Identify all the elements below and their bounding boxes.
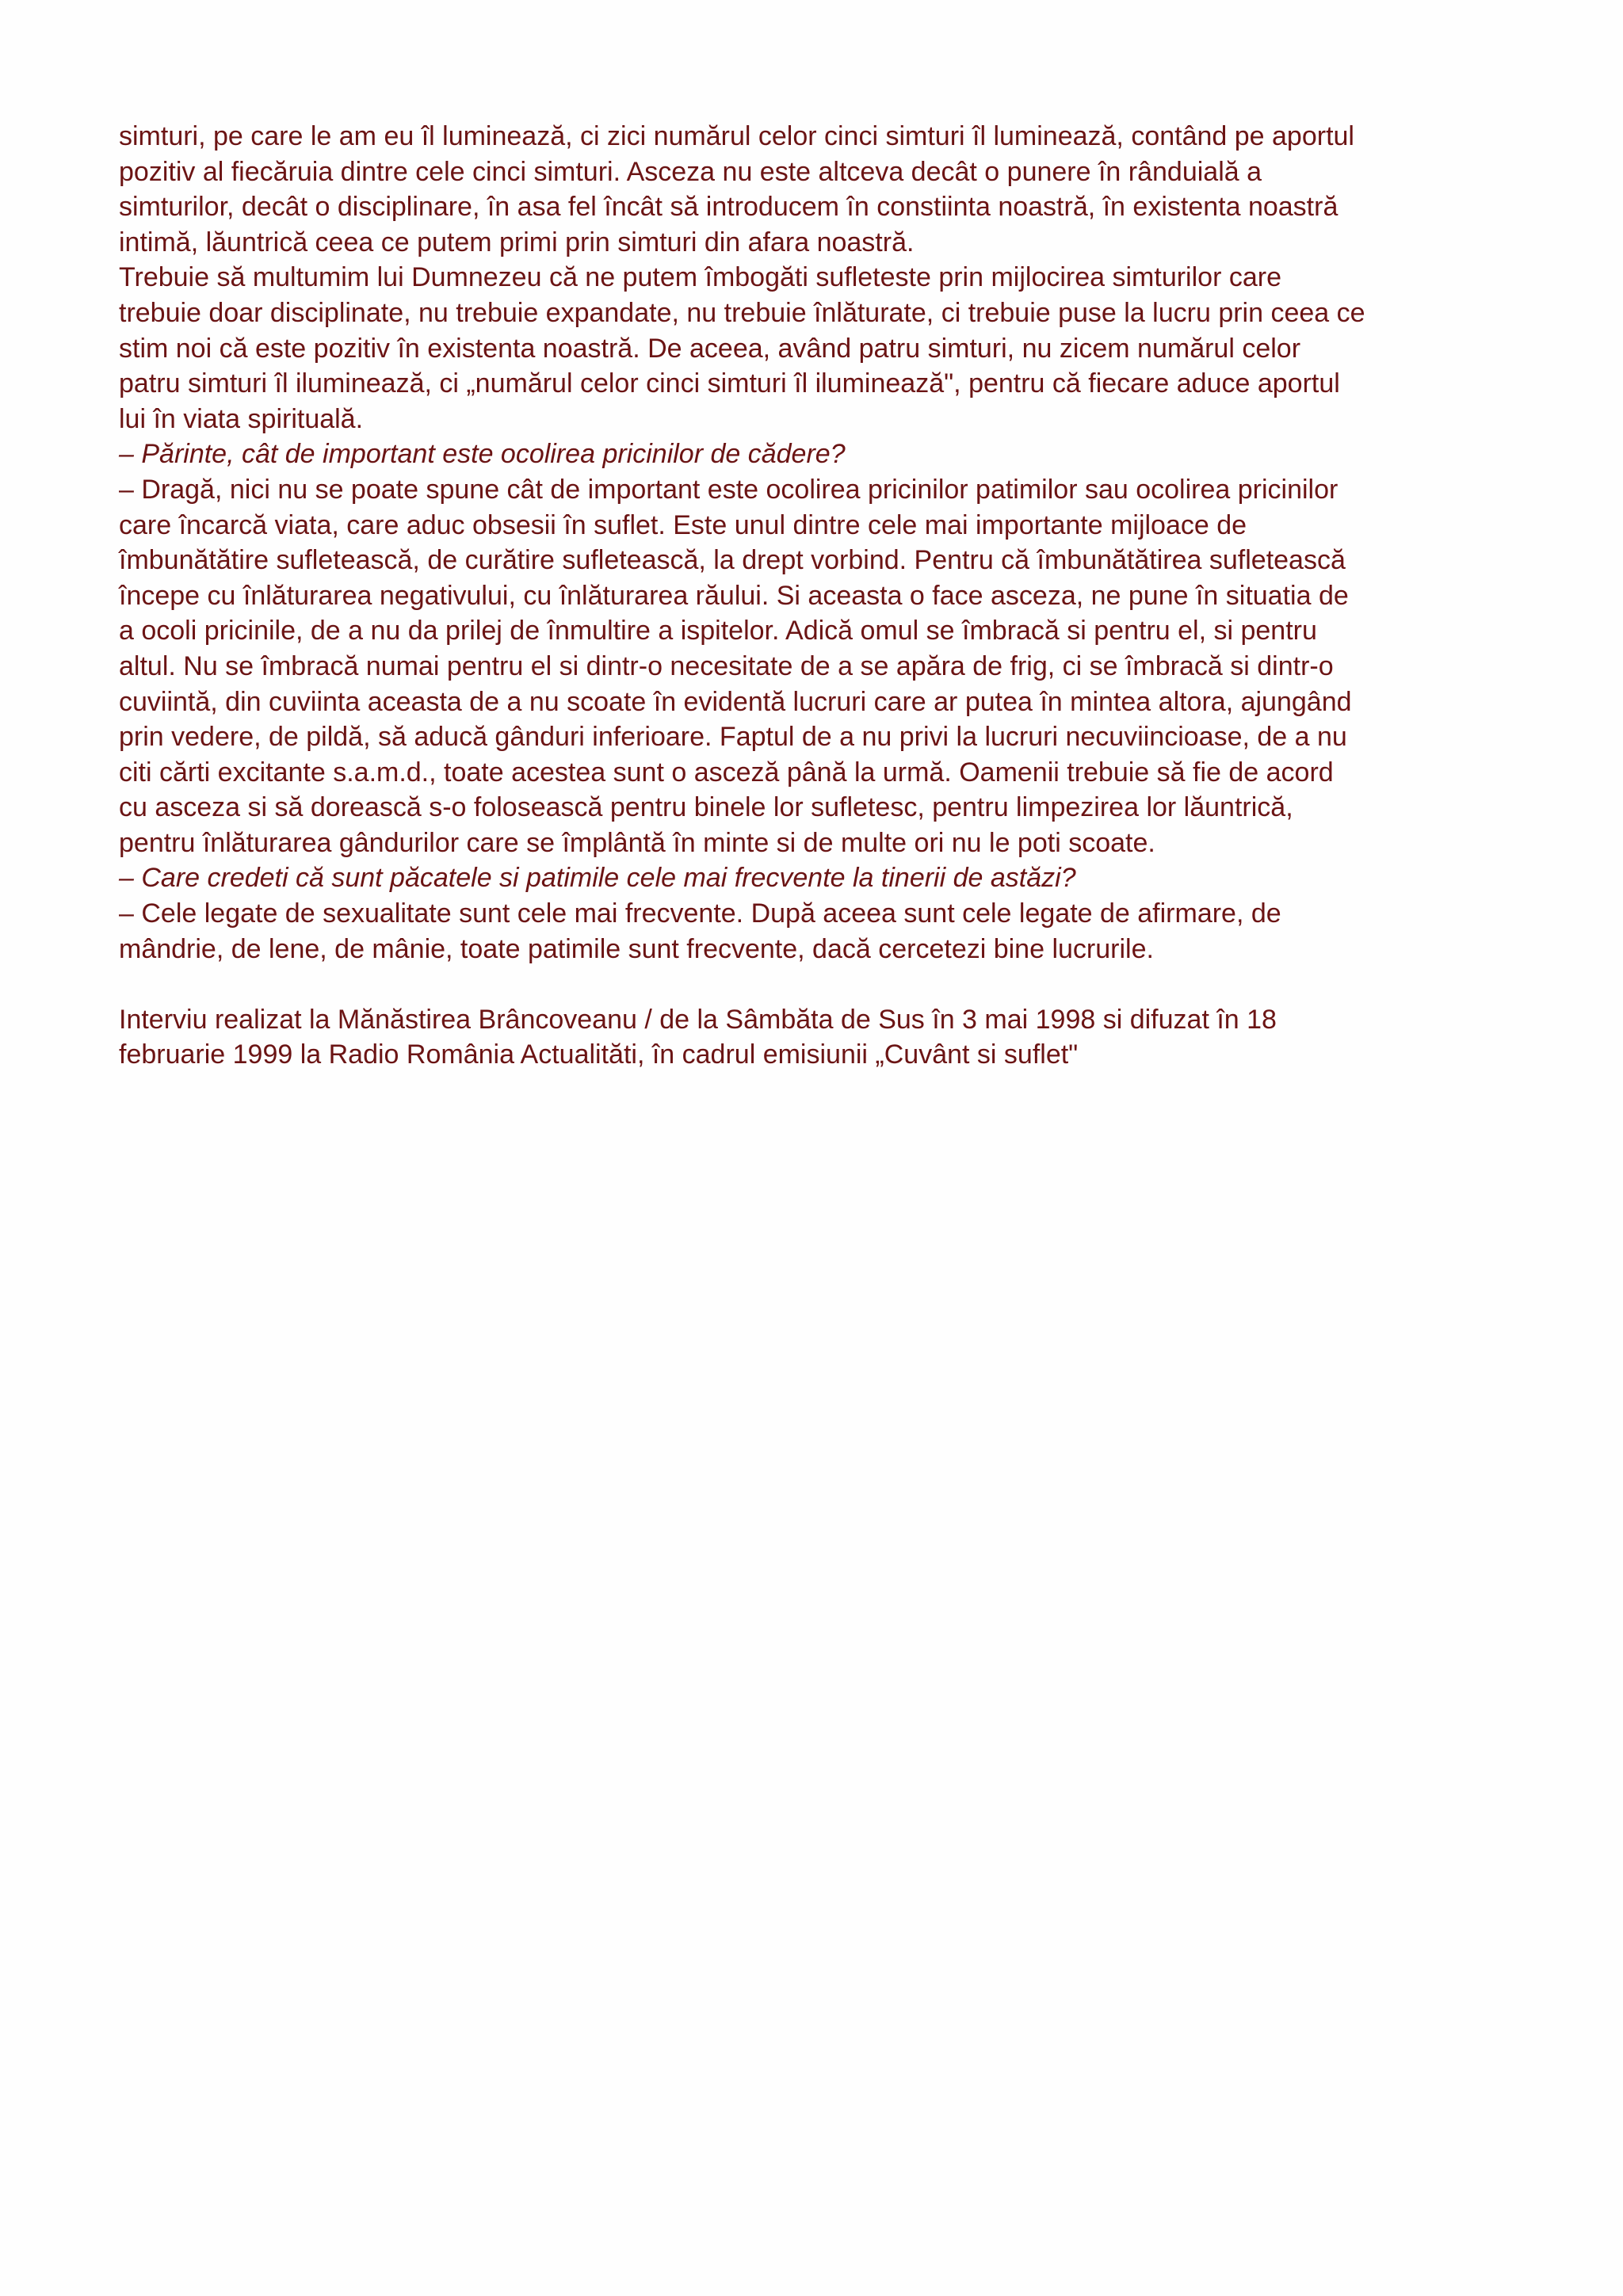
text-line: – Cele legate de sexualitate sunt cele mai frecvente. După aceea sunt cele legate de afirmare, de (119, 898, 1281, 929)
text-line: – Dragă, nici nu se poate spune cât de important este ocolirea pricinilor patimilor sau ocolirea pricinilor (119, 474, 1338, 505)
interview-source-note (119, 1002, 1514, 1073)
text-line: simturi, pe care le am eu îl luminează, ci zici numărul celor cinci simturi îl luminează, contând pe aportul (119, 121, 1354, 151)
text-line: cu asceza si să dorească s-o folosească pentru binele lor sufletesc, pentru limpezirea lor lăuntrică, (119, 792, 1293, 823)
text-line: patru simturi îl iluminează, ci „numărul celor cinci simturi îl iluminează", pentru că fiecare aduce aportul (119, 368, 1340, 399)
text-line: care încarcă viata, care aduc obsesii în suflet. Este unul dintre cele mai importante mijloace de (119, 509, 1247, 540)
text-line: februarie 1999 la Radio România Actualităti, în cadrul emisiunii „Cuvânt si suflet" (119, 1039, 1079, 1070)
text-line: a ocoli pricinile, de a nu da prilej de înmultire a ispitelor. Adică omul se îmbracă si pentru el, si pentru (119, 616, 1317, 646)
answer-pacate-frecvente (119, 896, 1514, 967)
text-line: prin vedere, de pildă, să aducă gânduri inferioare. Faptul de a nu privi la lucruri necuviincioase, de a nu (119, 722, 1347, 753)
question-ocolirea-pricinilor (119, 437, 1514, 472)
text-line: Interviu realizat la Mănăstirea Brâncoveanu / de la Sâmbăta de Sus în 3 mai 1998 si difuzat în 18 (119, 1004, 1277, 1035)
paragraph-simturi (119, 260, 1514, 437)
paragraph-asceza (119, 119, 1514, 260)
text-line: pozitiv al fiecăruia dintre cele cinci simturi. Asceza nu este altceva decât o punere în rânduială a (119, 156, 1262, 187)
text-line: Trebuie să multumim lui Dumnezeu că ne putem îmbogăti sufleteste prin mijlocirea simturilor care (119, 262, 1281, 293)
text-line: pentru înlăturarea gândurilor care se împlântă în minte si de multe ori nu le poti scoate. (119, 827, 1155, 858)
answer-ocolirea-pricinilor (119, 472, 1514, 861)
text-line: – Părinte, cât de important este ocolirea pricinilor de cădere? (119, 439, 846, 470)
text-line: cuviintă, din cuviinta aceasta de a nu scoate în evidentă lucruri care ar putea în mintea altora, ajungând (119, 686, 1352, 717)
text-line: lui în viata spirituală. (119, 403, 364, 434)
text-line: simturilor, decât o disciplinare, în asa fel încât să introducem în constiinta noastră, în existenta noastră (119, 192, 1338, 223)
text-line: trebuie doar disciplinate, nu trebuie expandate, nu trebuie înlăturate, ci trebuie puse la lucru prin ceea ce (119, 297, 1365, 328)
text-line: citi cărti excitante s.a.m.d., toate acestea sunt o asceză până la urmă. Oamenii trebuie să fie de acord (119, 757, 1334, 788)
text-line: altul. Nu se îmbracă numai pentru el si dintr-o necesitate de a se apăra de frig, ci se îmbracă si dintr-o (119, 650, 1334, 681)
text-line: mândrie, de lene, de mânie, toate patimile sunt frecvente, dacă cercetezi bine lucrurile. (119, 933, 1154, 964)
text-line: începe cu înlăturarea negativului, cu înlăturarea răului. Si aceasta o face asceza, ne pune în situatia de (119, 580, 1349, 611)
text-line: – Care credeti că sunt păcatele si patimile cele mai frecvente la tinerii de astăzi? (119, 863, 1076, 894)
text-line: îmbunătătire sufletească, de curătire sufletească, la drept vorbind. Pentru că îmbunătătirea sufletească (119, 545, 1346, 576)
question-pacate-frecvente (119, 860, 1514, 896)
text-line: stim noi că este pozitiv în existenta noastră. De aceea, având patru simturi, nu zicem numărul celor (119, 333, 1301, 364)
document-body (119, 119, 1514, 1073)
text-line: intimă, lăuntrică ceea ce putem primi prin simturi din afara noastră. (119, 227, 915, 257)
